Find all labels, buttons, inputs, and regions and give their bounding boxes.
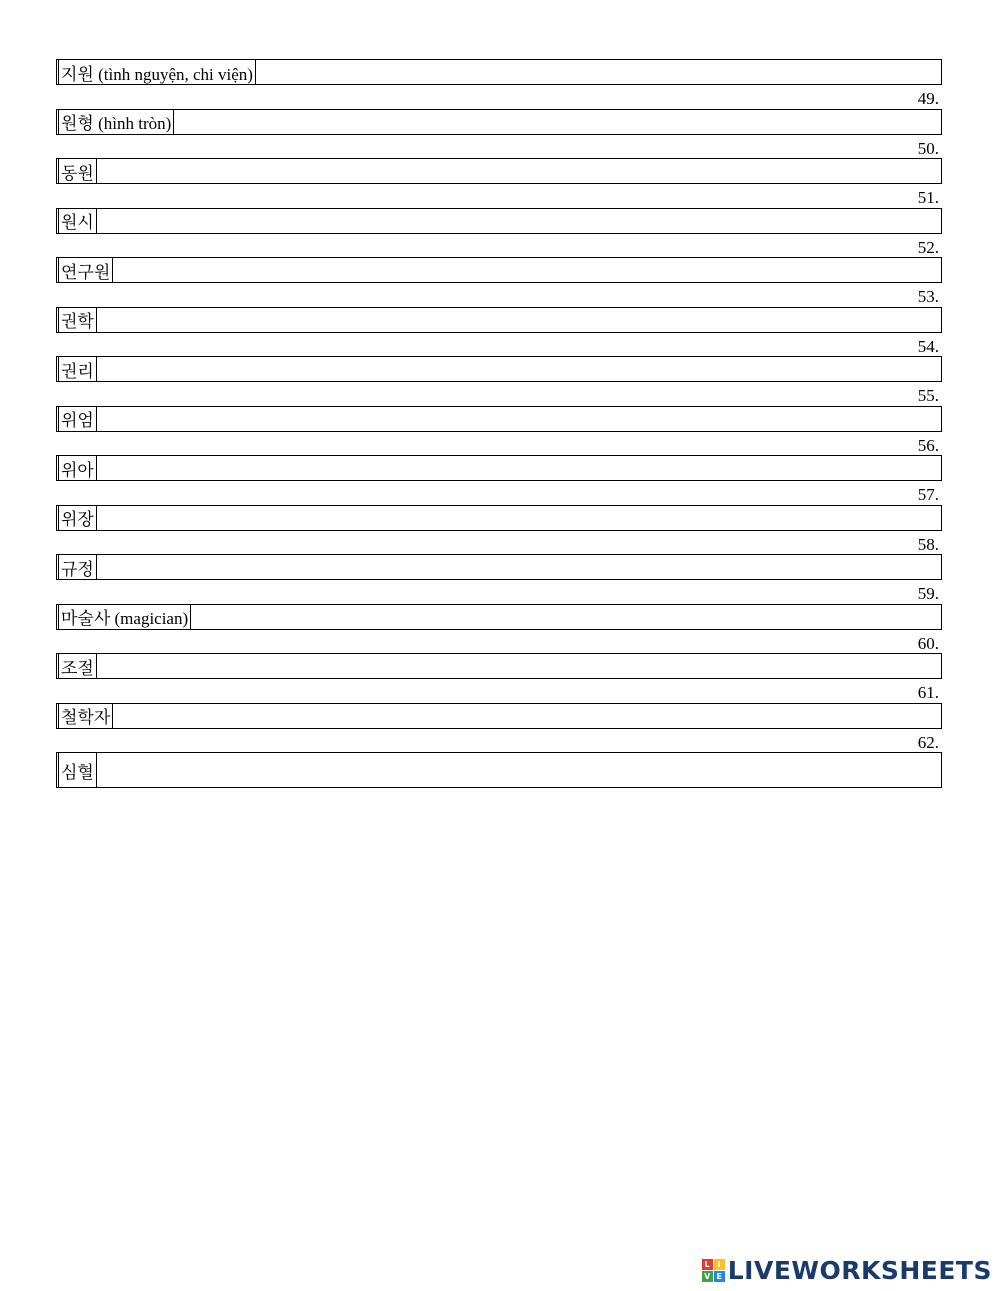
term-label: 위아 [58,456,97,480]
worksheet [56,59,942,788]
worksheet-row [56,455,942,505]
term-label: 위장 [58,506,97,530]
term-label: 심혈 [58,753,97,787]
worksheet-row [56,59,942,109]
answer-box [56,59,942,85]
item-number: 56. [917,435,939,455]
item-number: 61. [917,683,939,702]
term-label: 권학 [58,308,97,332]
item-number: 62. [917,732,939,752]
term-label: 원형 (hình tròn) [58,110,174,134]
term-label: 규정 [58,555,97,579]
answer-box [56,554,942,580]
answer-input[interactable] [57,110,941,134]
answer-input[interactable] [57,159,941,183]
answer-box [56,406,942,432]
item-number: 60. [917,633,939,653]
item-number: 50. [917,138,939,158]
term-label: 조절 [58,654,97,678]
answer-box [56,505,942,531]
answer-input[interactable] [57,456,941,480]
term-label: 지원 (tình nguyện, chi viện) [58,60,256,84]
worksheet-row [56,653,942,703]
answer-box [56,653,942,679]
answer-input[interactable] [57,308,941,332]
answer-input[interactable] [57,753,941,787]
answer-box [56,208,942,234]
logo-block-i: I [714,1259,725,1270]
answer-input[interactable] [57,357,941,381]
item-number: 53. [917,287,939,306]
worksheet-row [56,356,942,406]
liveworksheets-logo [702,1255,992,1285]
answer-input[interactable] [57,209,941,233]
worksheet-row [56,307,942,357]
item-number: 54. [917,336,939,356]
worksheet-row [56,752,942,788]
answer-input[interactable] [57,506,941,530]
worksheet-row [56,703,942,753]
worksheet-row [56,505,942,555]
worksheet-row [56,554,942,604]
item-number: 59. [917,584,939,603]
answer-box [56,356,942,382]
logo-block-v: V [702,1271,713,1282]
item-number: 49. [917,89,939,108]
answer-input[interactable] [57,704,941,728]
answer-box [56,752,942,788]
item-number: 52. [917,237,939,257]
term-label: 동원 [58,159,97,183]
logo-block-l: L [702,1259,713,1270]
worksheet-row [56,257,942,307]
worksheet-row [56,109,942,159]
item-number: 57. [917,485,939,504]
term-label: 위엄 [58,407,97,431]
logo-icon [702,1259,725,1282]
answer-input[interactable] [57,258,941,282]
item-number: 51. [917,188,939,207]
worksheet-row [56,158,942,208]
answer-input[interactable] [57,555,941,579]
term-label: 원시 [58,209,97,233]
logo-text: LIVEWORKSHEETS [727,1255,992,1285]
worksheet-row [56,604,942,654]
item-number: 55. [917,386,939,405]
term-label: 마술사 (magician) [58,605,191,629]
answer-input[interactable] [57,654,941,678]
answer-box [56,109,942,135]
answer-input[interactable] [57,407,941,431]
worksheet-row [56,208,942,258]
term-label: 권리 [58,357,97,381]
term-label: 철학자 [58,704,113,728]
answer-box [56,158,942,184]
answer-box [56,307,942,333]
answer-box [56,257,942,283]
answer-box [56,604,942,630]
answer-box [56,703,942,729]
answer-box [56,455,942,481]
worksheet-row [56,406,942,456]
logo-block-e: E [714,1271,725,1282]
item-number: 58. [917,534,939,554]
term-label: 연구원 [58,258,113,282]
